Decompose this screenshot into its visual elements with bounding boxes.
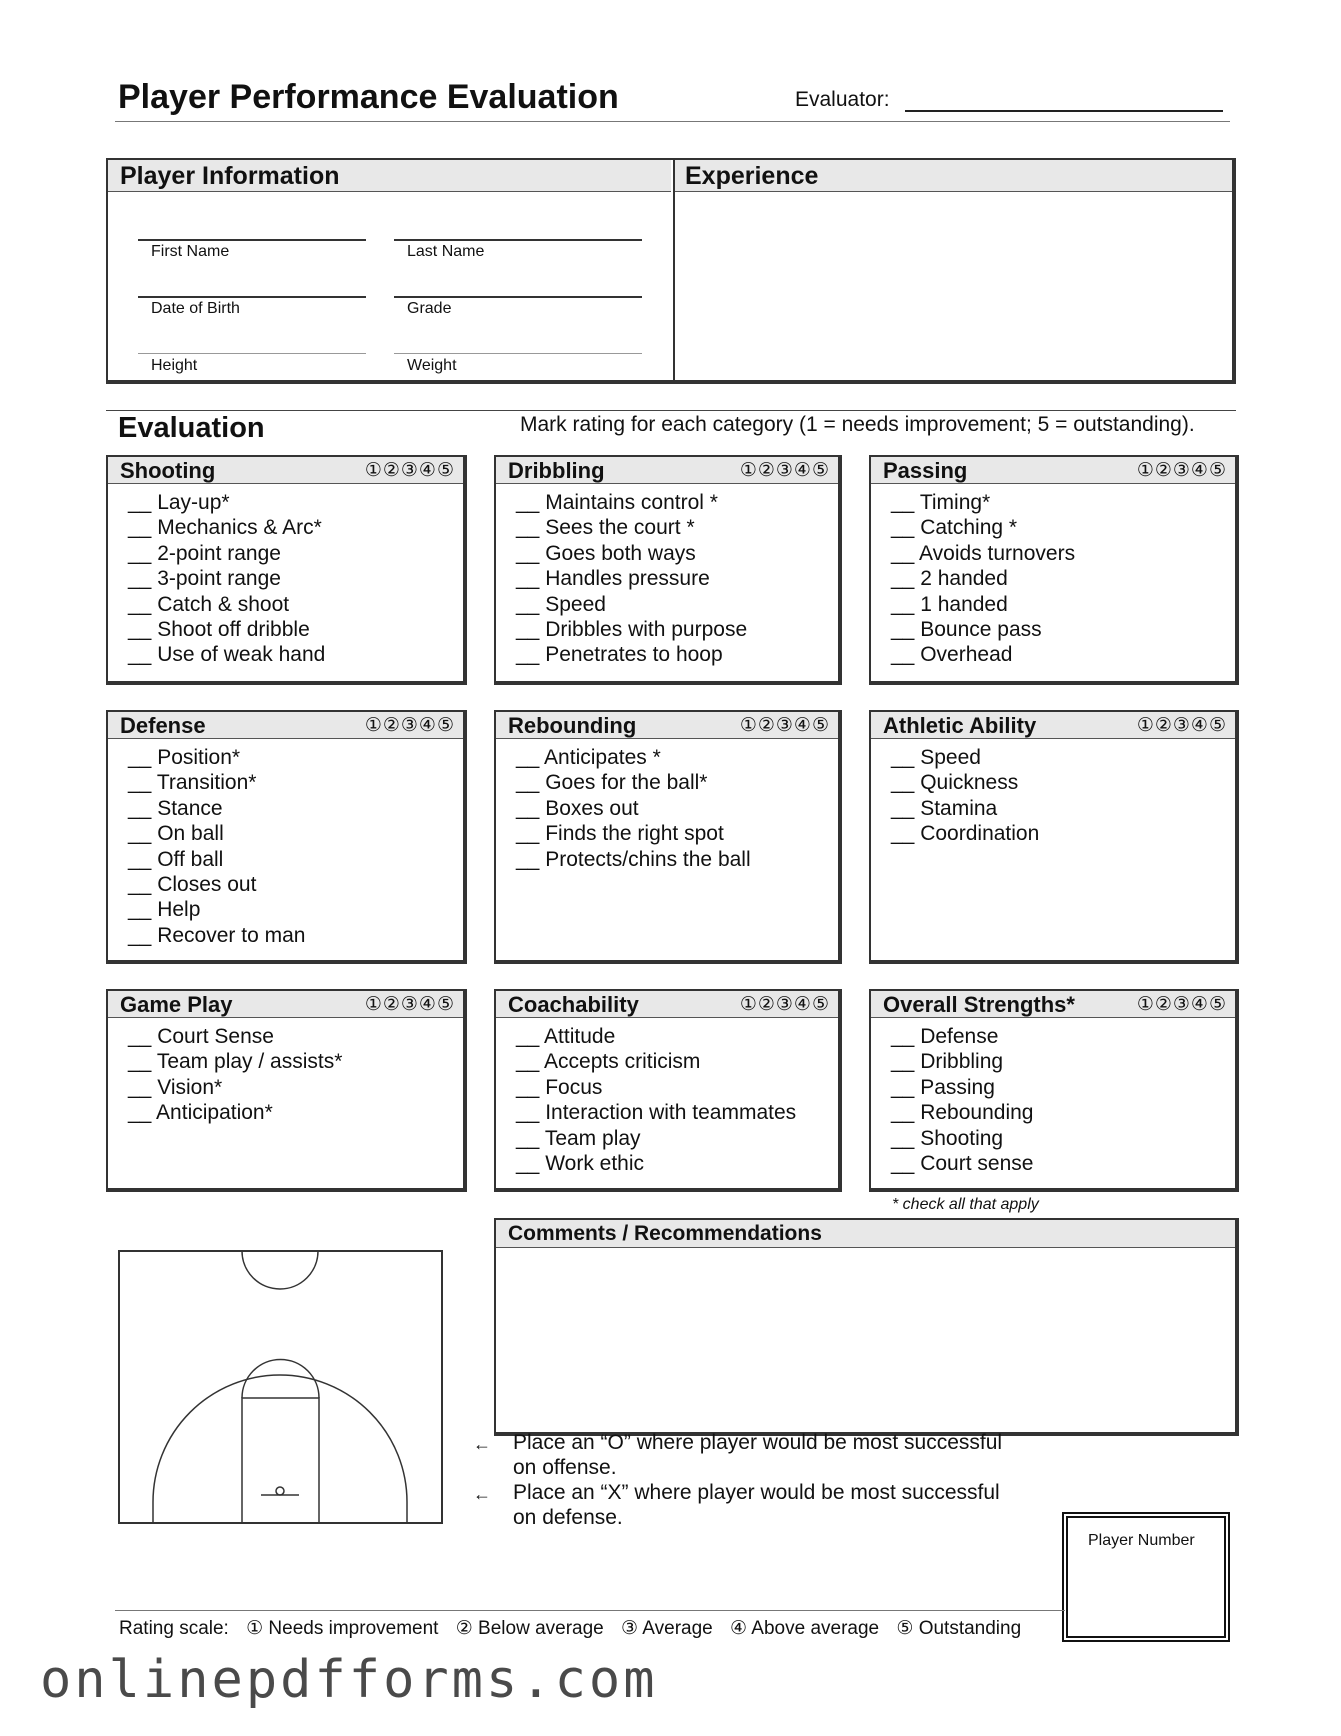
list-item[interactable]: __ Goes for the ball* — [516, 770, 838, 795]
rating-scale — [119, 1617, 1033, 1640]
date-of-birth-label: Date of Birth — [151, 300, 240, 317]
list-item[interactable]: __ Goes both ways — [516, 541, 838, 566]
list-item[interactable]: __ Stamina — [891, 796, 1235, 821]
category-title: Athletic Ability — [883, 713, 1037, 738]
list-item[interactable]: __ Vision* — [128, 1075, 463, 1100]
three-point-arc — [153, 1375, 407, 1523]
list-item[interactable]: __ Stance — [128, 796, 463, 821]
list-item[interactable]: __ Attitude — [516, 1024, 838, 1049]
category-game-play — [106, 989, 467, 1192]
player-number-label: Player Number — [1088, 1532, 1195, 1549]
category-title: Shooting — [120, 458, 216, 483]
category-title: Dribbling — [508, 458, 605, 483]
category-title: Game Play — [120, 992, 233, 1017]
list-item[interactable]: __ Catching * — [891, 515, 1235, 540]
category-title: Rebounding — [508, 713, 637, 738]
offense-instruction-line1: Place an “O” where player would be most successful — [513, 1431, 1003, 1454]
half-court-diagram[interactable] — [118, 1250, 444, 1526]
category-title: Overall Strengths* — [883, 992, 1075, 1017]
comments-section[interactable] — [494, 1218, 1239, 1436]
rating-scale-item: ② Below average — [455, 1618, 604, 1639]
category-rebounding — [494, 710, 842, 964]
list-item[interactable]: __ Avoids turnovers — [891, 541, 1235, 566]
rating-scale-label: Rating scale: — [119, 1618, 229, 1639]
list-item[interactable]: __ Catch & shoot — [128, 592, 463, 617]
rating-scale-item: ⑤ Outstanding — [896, 1618, 1022, 1639]
page-title: Player Performance Evaluation — [118, 78, 619, 116]
rating-scale-item: ③ Average — [621, 1618, 713, 1639]
arrow-left-icon: ← — [473, 1484, 491, 1504]
list-item[interactable]: __ Transition* — [128, 770, 463, 795]
rating-selector[interactable]: ①②③④⑤ — [739, 994, 830, 1015]
list-item[interactable]: __ 3-point range — [128, 566, 463, 591]
list-item[interactable]: __ Handles pressure — [516, 566, 838, 591]
rating-selector[interactable]: ①②③④⑤ — [739, 715, 830, 736]
list-item[interactable]: __ Dribbles with purpose — [516, 617, 838, 642]
title-divider — [115, 121, 1230, 122]
comments-header: Comments / Recommendations — [496, 1220, 1235, 1248]
list-item[interactable]: __ On ball — [128, 821, 463, 846]
list-item[interactable]: __ Position* — [128, 745, 463, 770]
list-item[interactable]: __ Shoot off dribble — [128, 617, 463, 642]
grade-label: Grade — [407, 300, 452, 317]
experience-header: Experience — [673, 160, 1232, 192]
category-dribbling — [494, 455, 842, 685]
court-boundary — [119, 1251, 442, 1523]
arrow-left-icon: ← — [473, 1434, 491, 1454]
evaluation-divider — [106, 410, 1236, 411]
list-item[interactable]: __ Help — [128, 897, 463, 922]
list-item[interactable]: __ Court Sense — [128, 1024, 463, 1049]
free-throw-lane — [242, 1398, 319, 1523]
list-item[interactable]: __ Defense — [891, 1024, 1235, 1049]
scale-divider — [115, 1610, 1065, 1611]
watermark: onlinepdfforms.com — [40, 1650, 658, 1710]
list-item[interactable]: __ Timing* — [891, 490, 1235, 515]
rating-selector[interactable]: ①②③④⑤ — [739, 460, 830, 481]
evaluation-title: Evaluation — [118, 412, 265, 444]
player-info-header: Player Information — [108, 160, 671, 192]
list-item[interactable]: __ Finds the right spot — [516, 821, 838, 846]
list-item[interactable]: __ Passing — [891, 1075, 1235, 1100]
category-title: Defense — [120, 713, 206, 738]
category-title: Coachability — [508, 992, 639, 1017]
list-item[interactable]: __ Quickness — [891, 770, 1235, 795]
category-defense — [106, 710, 467, 964]
last-name-label: Last Name — [407, 243, 485, 260]
date-of-birth-field[interactable] — [138, 296, 366, 298]
list-item[interactable]: __ Anticipates * — [516, 745, 838, 770]
list-item[interactable]: __ Overhead — [891, 642, 1235, 667]
height-field[interactable] — [138, 353, 366, 354]
grade-field[interactable] — [394, 296, 642, 298]
list-item[interactable]: __ Bounce pass — [891, 617, 1235, 642]
rating-selector[interactable]: ①②③④⑤ — [1136, 715, 1227, 736]
category-overall-strengths — [869, 989, 1239, 1192]
list-item[interactable]: __ Maintains control * — [516, 490, 838, 515]
list-item[interactable]: __ Focus — [516, 1075, 838, 1100]
list-item[interactable]: __ Speed — [891, 745, 1235, 770]
list-item[interactable]: __ Court sense — [891, 1151, 1235, 1176]
first-name-label: First Name — [151, 243, 230, 260]
category-title: Passing — [883, 458, 968, 483]
list-item[interactable]: __ 1 handed — [891, 592, 1235, 617]
list-item[interactable]: __ 2-point range — [128, 541, 463, 566]
list-item[interactable]: __ Work ethic — [516, 1151, 838, 1176]
rating-scale-item: ④ Above average — [730, 1618, 880, 1639]
list-item[interactable]: __ Anticipation* — [128, 1100, 463, 1125]
list-item[interactable]: __ Dribbling — [891, 1049, 1235, 1074]
list-item[interactable]: __ Rebounding — [891, 1100, 1235, 1125]
list-item[interactable]: __ Boxes out — [516, 796, 838, 821]
category-passing — [869, 455, 1239, 685]
player-number-box[interactable] — [1062, 1512, 1230, 1642]
evaluator-label: Evaluator: — [795, 88, 890, 111]
list-item[interactable]: __ Protects/chins the ball — [516, 847, 838, 872]
list-item[interactable]: __ Interaction with teammates — [516, 1100, 838, 1125]
rating-selector[interactable]: ①②③④⑤ — [1136, 460, 1227, 481]
offense-instruction-line2: on offense. — [513, 1456, 617, 1479]
list-item[interactable]: __ Recover to man — [128, 923, 463, 948]
list-item[interactable]: __ Off ball — [128, 847, 463, 872]
list-item[interactable]: __ Team play — [516, 1126, 838, 1151]
list-item[interactable]: __ Speed — [516, 592, 838, 617]
experience-field[interactable] — [673, 192, 1232, 378]
first-name-field[interactable] — [138, 239, 366, 241]
list-item[interactable]: __ Use of weak hand — [128, 642, 463, 667]
list-item[interactable]: __ Coordination — [891, 821, 1235, 846]
rating-scale-item: ① Needs improvement — [246, 1618, 439, 1639]
check-all-note: * check all that apply — [892, 1196, 1039, 1213]
list-item[interactable]: __ Mechanics & Arc* — [128, 515, 463, 540]
basket-rim — [276, 1487, 284, 1495]
list-item[interactable]: __ Shooting — [891, 1126, 1235, 1151]
evaluator-field[interactable] — [905, 110, 1223, 112]
list-item[interactable]: __ Closes out — [128, 872, 463, 897]
category-coachability — [494, 989, 842, 1192]
rating-selector[interactable]: ①②③④⑤ — [364, 715, 455, 736]
last-name-field[interactable] — [394, 239, 642, 241]
defense-instruction-line1: Place an “X” where player would be most successful — [513, 1481, 1000, 1504]
weight-field[interactable] — [394, 353, 642, 354]
evaluation-instruction: Mark rating for each category (1 = needs improvement; 5 = outstanding). — [520, 413, 1195, 436]
category-shooting — [106, 455, 467, 685]
rating-selector[interactable]: ①②③④⑤ — [364, 460, 455, 481]
height-label: Height — [151, 357, 198, 374]
weight-label: Weight — [407, 357, 457, 374]
list-item[interactable]: __ Accepts criticism — [516, 1049, 838, 1074]
list-item[interactable]: __ Lay-up* — [128, 490, 463, 515]
defense-instruction — [513, 1480, 1000, 1530]
defense-instruction-line2: on defense. — [513, 1506, 623, 1529]
list-item[interactable]: __ Sees the court * — [516, 515, 838, 540]
rating-selector[interactable]: ①②③④⑤ — [364, 994, 455, 1015]
rating-selector[interactable]: ①②③④⑤ — [1136, 994, 1227, 1015]
offense-instruction — [513, 1430, 1002, 1480]
center-circle — [242, 1251, 318, 1289]
player-info-section — [106, 158, 1236, 384]
list-item[interactable]: __ 2 handed — [891, 566, 1235, 591]
category-athletic-ability — [869, 710, 1239, 964]
list-item[interactable]: __ Team play / assists* — [128, 1049, 463, 1074]
list-item[interactable]: __ Penetrates to hoop — [516, 642, 838, 667]
